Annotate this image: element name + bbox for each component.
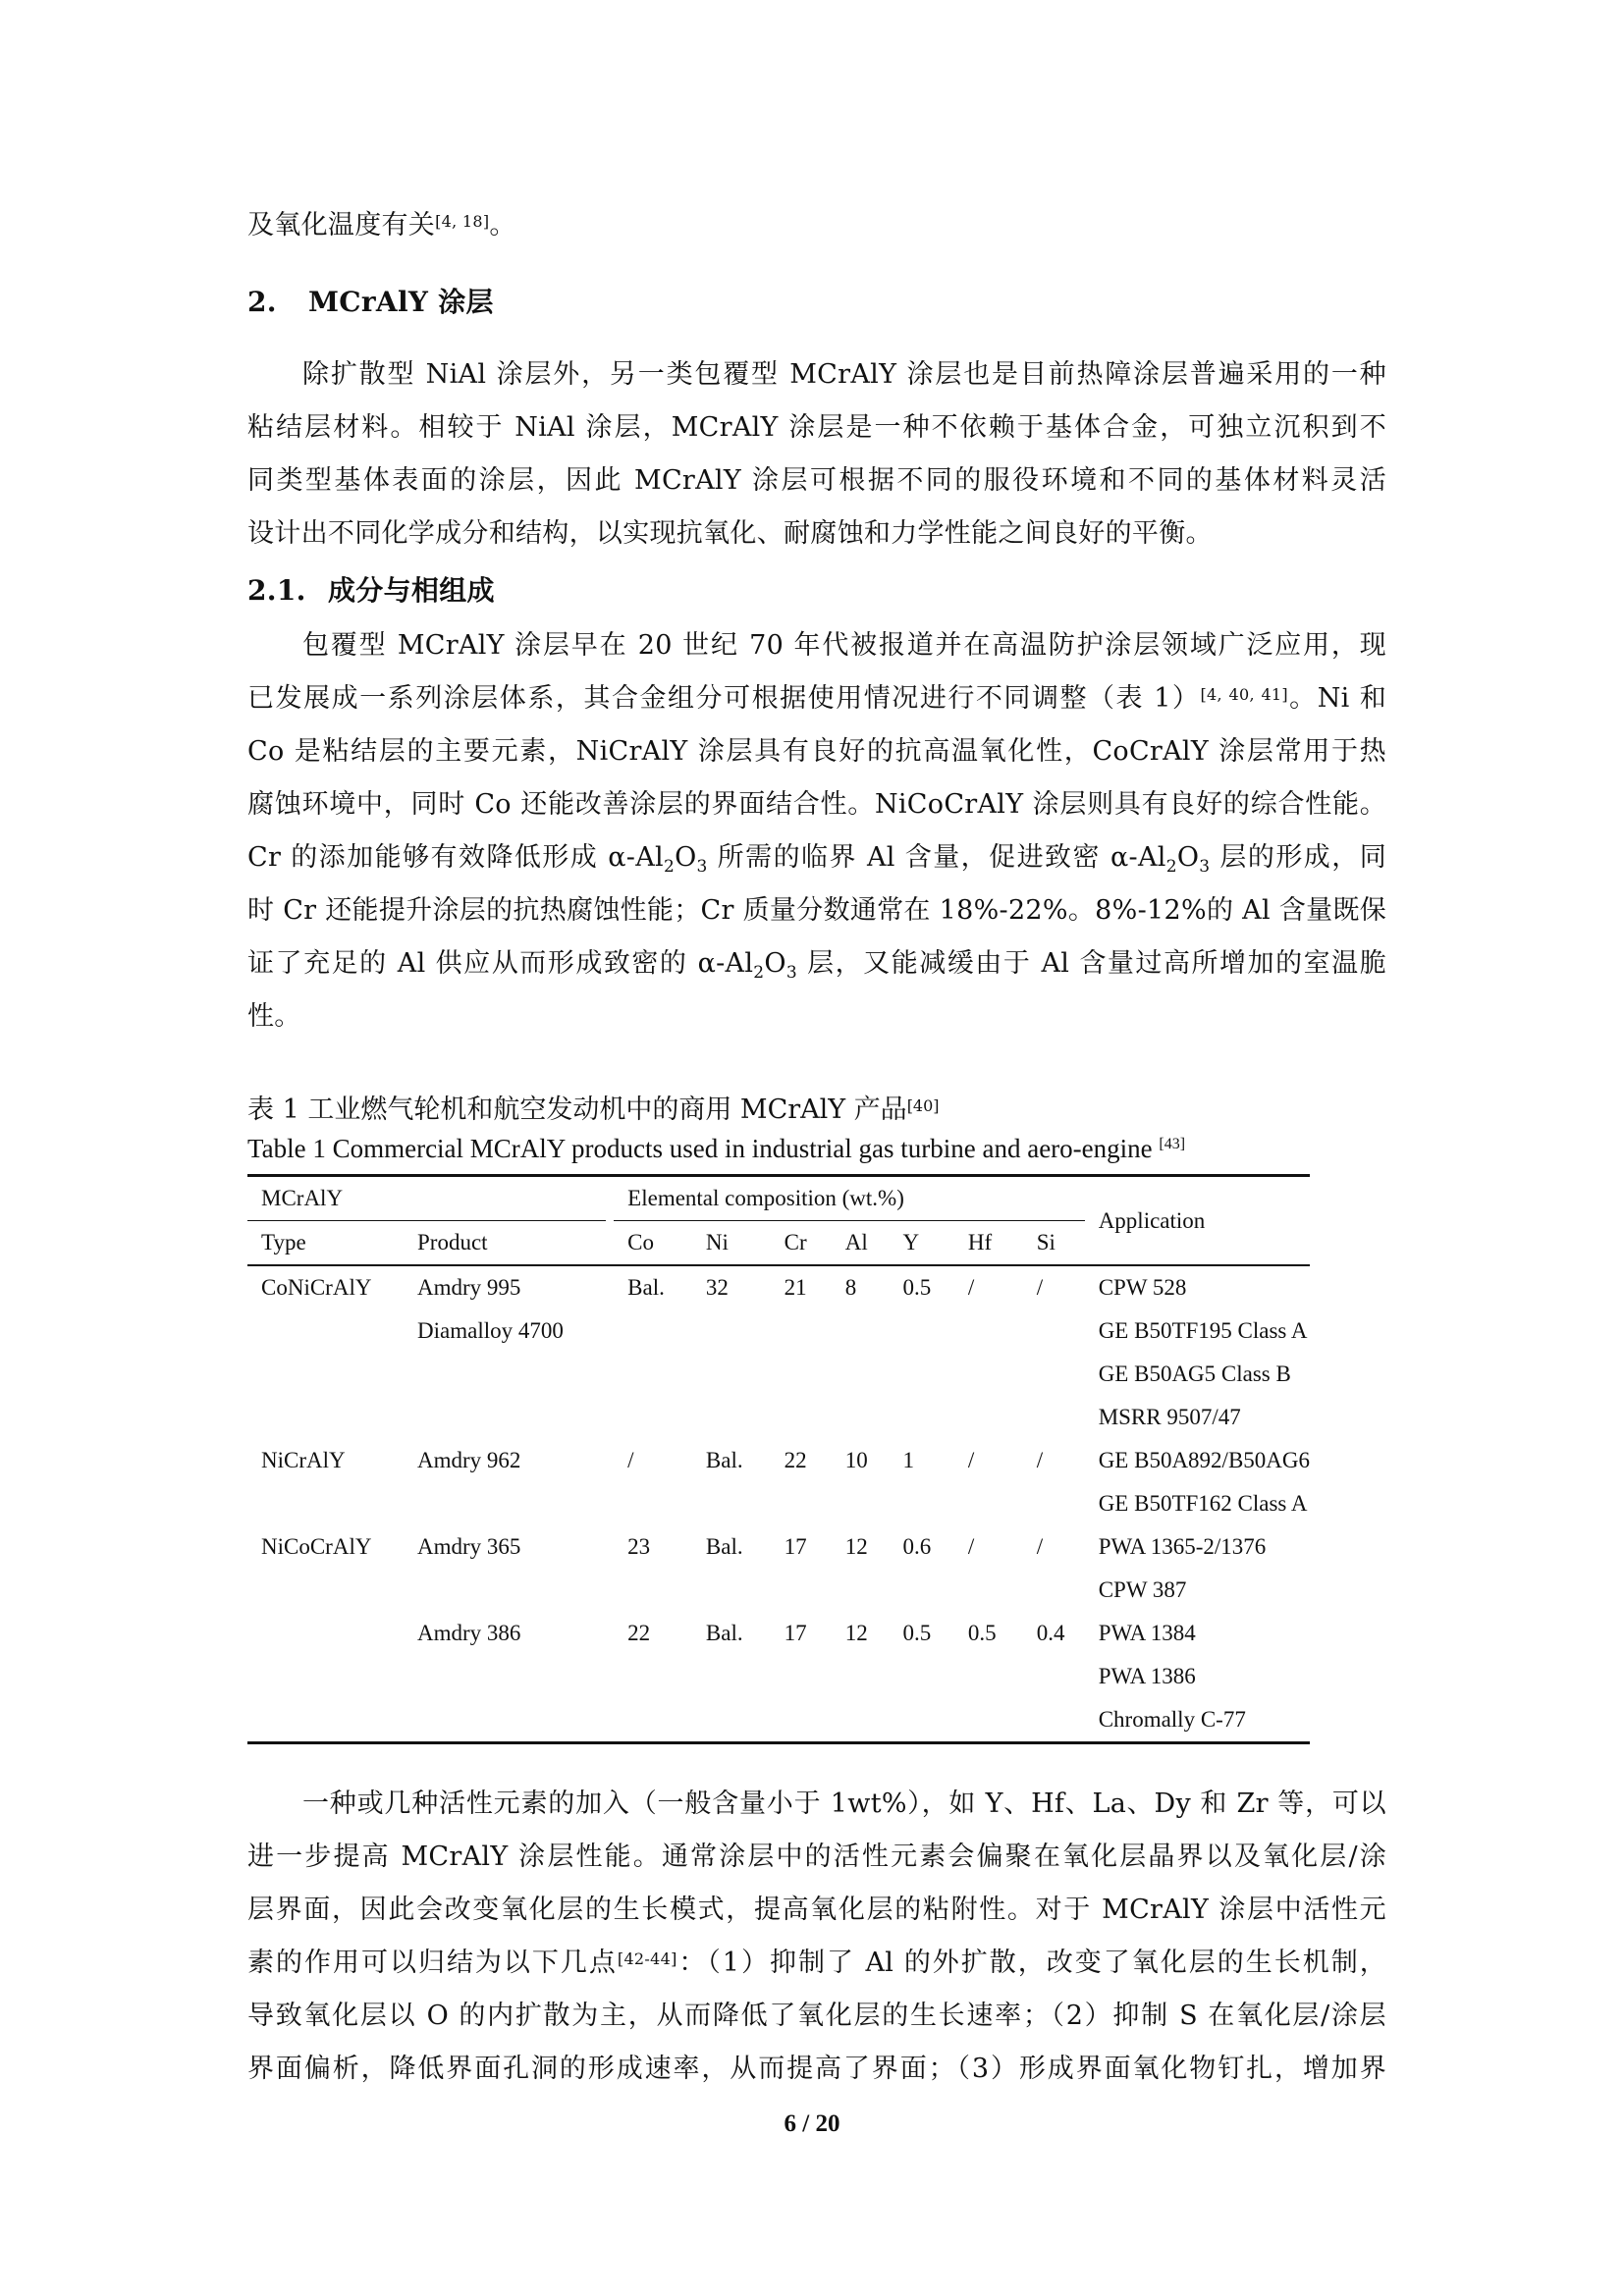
text-span: 证了充足的 Al 供应从而形成致密的 α-Al [247,948,754,979]
table-cell: Bal. [705,1448,743,1472]
text-span: ：（1）抑制了 Al 的外扩散，改变了氧化层的生长机制， [677,1948,1386,1978]
table-cell: Bal. [705,1534,743,1559]
table-cell [889,1353,953,1396]
paragraph-line: 设计出不同化学成分和结构，以实现抗氧化、耐腐蚀和力学性能之间良好的平衡。 [247,518,1213,549]
table-cell [1023,1482,1085,1525]
table-spacer [606,1698,615,1743]
table-cell: / [967,1534,975,1559]
paragraph-line [247,681,1386,717]
table-row [247,1396,1310,1439]
table-header-cell: Y [889,1221,953,1266]
table-cell [832,1698,890,1743]
table-caption-en [247,1132,1185,1165]
table-header-cell: Al [832,1221,890,1266]
paragraph-line: 一种或几种活性元素的加入（一般含量小于 1wt%），如 Y、Hf、La、Dy 和 Zr 等，可以 [302,1789,1386,1819]
table-body [247,1265,1310,1743]
table-cell [954,1396,1023,1439]
table-cell: PWA 1386 [1098,1664,1196,1688]
table-cell [692,1655,771,1698]
table-cell [889,1396,953,1439]
table-cell [1023,1655,1085,1698]
table-cell: / [1036,1275,1044,1300]
table-cell [614,1698,692,1743]
table-cell: / [967,1448,975,1472]
table-cell [954,1569,1023,1612]
table-cell [692,1309,771,1353]
table-header-cell: Type [247,1221,404,1266]
subscript: 3 [785,963,797,983]
table-cell [692,1482,771,1525]
table-row [247,1309,1310,1353]
table-cell: PWA 1384 [1098,1621,1196,1645]
text-span: Table 1 Commercial MCrAlY products used in industrial gas turbine and aero-engine [247,1134,1160,1163]
table-cell [1023,1309,1085,1353]
table-cell [889,1309,953,1353]
table-row [247,1655,1310,1698]
paragraph-line: 同类型基体表面的涂层，因此 MCrAlY 涂层可根据不同的服役环境和不同的基体材料灵活 [247,465,1386,496]
table-header-cell: Product [404,1221,605,1266]
table-cell: 22 [784,1448,807,1472]
table-cell: GE B50AG5 Class B [1098,1362,1291,1386]
products-table [247,1174,1310,1744]
table-cell [247,1396,404,1439]
section-title: 成分与相组成 [328,574,495,607]
table-cell [771,1353,832,1396]
table-cell [404,1655,605,1698]
table-cell: 0.6 [902,1534,932,1559]
table-row [247,1439,1310,1482]
table-cell: Amdry 386 [417,1621,521,1645]
subsection-heading [247,573,495,609]
table-header-cell: Hf [954,1221,1023,1266]
text-span: 。Ni 和 [1287,683,1386,714]
table-cell: 0.5 [902,1621,932,1645]
table-cell [247,1698,404,1743]
table-spacer [606,1396,615,1439]
citation: [42-44] [617,1949,677,1968]
text-span: Cr 的添加能够有效降低形成 α-Al [247,842,664,873]
paragraph-line: 腐蚀环境中，同时 Co 还能改善涂层的界面结合性。NiCoCrAlY 涂层则具有良好的综合性能。 [247,789,1386,820]
table-cell [247,1612,404,1655]
table-cell: 12 [844,1621,868,1645]
citation: [4, 40, 41] [1200,685,1288,704]
table-cell [614,1396,692,1439]
text-span: 素的作用可以归结为以下几点 [247,1948,618,1978]
table-cell: Bal. [627,1275,665,1300]
table-cell: MSRR 9507/47 [1098,1405,1241,1429]
citation: [40] [906,1096,940,1115]
table-cell [404,1353,605,1396]
table-cell [954,1353,1023,1396]
table-row [247,1612,1310,1655]
table-header-cell: Ni [692,1221,771,1266]
table-cell [771,1655,832,1698]
subscript: 3 [1199,857,1211,877]
paragraph-line: 层界面，因此会改变氧化层的生长模式，提高氧化层的粘附性。对于 MCrAlY 涂层中活性元 [247,1895,1386,1925]
table-cell [954,1309,1023,1353]
table-cell [954,1655,1023,1698]
table-cell [247,1309,404,1353]
text-span: 及氧化温度有关 [247,210,436,240]
table-cell [832,1655,890,1698]
table-cell: 17 [784,1621,807,1645]
table-cell: GE B50TF195 Class A [1098,1318,1308,1343]
table-cell: CoNiCrAlY [261,1275,372,1300]
table-cell [247,1353,404,1396]
section-heading [247,285,494,320]
table-header-cell: Cr [771,1221,832,1266]
text-span: O [1176,842,1200,873]
table-cell [771,1309,832,1353]
table-cell: 21 [784,1275,807,1300]
table-cell: CPW 528 [1098,1275,1187,1300]
table-cell [954,1482,1023,1525]
table-cell [889,1482,953,1525]
table-header-cell: MCrAlY [247,1176,606,1221]
table-cell [692,1396,771,1439]
table-cell: 0.4 [1036,1621,1065,1645]
text-span: 所需的临界 Al 含量，促进致密 α-Al [707,842,1166,873]
table-cell [692,1353,771,1396]
table-cell: 17 [784,1534,807,1559]
section-title: MCrAlY 涂层 [308,286,494,318]
table-cell: Amdry 962 [417,1448,521,1472]
table-cell: 23 [627,1534,651,1559]
paragraph-line: Co 是粘结层的主要元素，NiCrAlY 涂层具有良好的抗高温氧化性，CoCrAlY 涂层常用于热 [247,736,1386,767]
table-cell [1023,1569,1085,1612]
table-cell: / [1036,1534,1044,1559]
paragraph-line: 界面偏析，降低界面孔洞的形成速率，从而提高了界面；（3）形成界面氧化物钉扎，增加界 [247,2054,1386,2084]
table-cell: NiCrAlY [261,1448,346,1472]
table-cell: Amdry 995 [417,1275,521,1300]
table-cell: PWA 1365-2/1376 [1098,1534,1267,1559]
table-cell: 0.5 [902,1275,932,1300]
table-cell: Bal. [705,1621,743,1645]
table-row [247,1482,1310,1525]
paragraph-line: 除扩散型 NiAl 涂层外，另一类包覆型 MCrAlY 涂层也是目前热障涂层普遍采用的一种 [302,359,1386,390]
table-cell [247,1569,404,1612]
table-cell [692,1698,771,1743]
paragraph-line: 导致氧化层以 O 的内扩散为主，从而降低了氧化层的生长速率；（2）抑制 S 在氧化层/涂层 [247,2001,1386,2031]
table-spacer [606,1176,615,1221]
table-cell [889,1698,953,1743]
table-cell: 12 [844,1534,868,1559]
table-cell: 0.5 [967,1621,997,1645]
table-row [247,1525,1310,1569]
table-cell [692,1569,771,1612]
table-row [247,1265,1310,1309]
subscript: 2 [1165,857,1177,877]
table-cell [832,1482,890,1525]
table-cell [832,1569,890,1612]
table-cell [404,1698,605,1743]
paragraph-line: 时 Cr 还能提升涂层的抗热腐蚀性能；Cr 质量分数通常在 18%-22%。8%-12%的 Al 含量既保 [247,895,1386,926]
paragraph-line [247,946,1386,985]
table-cell [614,1569,692,1612]
paragraph-line: 粘结层材料。相较于 NiAl 涂层，MCrAlY 涂层是一种不依赖于基体合金，可独立沉积到不 [247,412,1386,443]
subscript: 3 [696,857,708,877]
table-cell [889,1655,953,1698]
table-spacer [606,1265,615,1309]
text-span: 已发展成一系列涂层体系，其合金组分可根据使用情况进行不同调整（表 1） [247,683,1201,714]
table-row [247,1353,1310,1396]
subscript: 2 [663,857,676,877]
citation: [43] [1159,1136,1186,1152]
text-span: 表 1 工业燃气轮机和航空发动机中的商用 MCrAlY 产品 [247,1095,907,1125]
table-spacer [606,1221,615,1266]
table-cell [771,1482,832,1525]
table-spacer [606,1439,615,1482]
paragraph-line [247,1946,1386,1981]
table-cell [771,1396,832,1439]
table-cell: NiCoCrAlY [261,1534,372,1559]
table-spacer [606,1482,615,1525]
text-span: O [675,842,697,873]
table-cell [404,1569,605,1612]
table-cell: CPW 387 [1098,1577,1187,1602]
table-cell: 32 [705,1275,729,1300]
page-number: 6 / 20 [784,2110,840,2137]
table-cell [614,1655,692,1698]
table-header-cell: Co [614,1221,692,1266]
table-spacer [606,1655,615,1698]
table-cell [771,1569,832,1612]
table-cell [404,1482,605,1525]
citation: [4, 18] [435,212,490,231]
table-cell: 8 [844,1275,857,1300]
paragraph-line: 进一步提高 MCrAlY 涂层性能。通常涂层中的活性元素会偏聚在氧化层晶界以及氧化层/涂 [247,1842,1386,1872]
table-cell [247,1655,404,1698]
table-cell: / [1036,1448,1044,1472]
table-cell: / [967,1275,975,1300]
text-span: 。 [489,210,516,240]
table-cell: Diamalloy 4700 [417,1318,564,1343]
table-header-row [247,1176,1310,1221]
table-cell [404,1396,605,1439]
text-span: 层，又能减缓由于 Al 含量过高所增加的室温脆 [796,948,1386,979]
table-cell [614,1482,692,1525]
table-cell: GE B50TF162 Class A [1098,1491,1308,1516]
table-cell [889,1569,953,1612]
paragraph-line [247,840,1386,879]
section-number: 2. [247,286,277,318]
table-cell: 1 [902,1448,914,1472]
table-header-cell: Si [1023,1221,1085,1266]
text-span: 层的形成，同 [1210,842,1386,873]
table-cell [614,1353,692,1396]
table-cell: 10 [844,1448,868,1472]
table-spacer [606,1309,615,1353]
table-cell: GE B50A892/B50AG6 [1098,1448,1310,1472]
table-header-cell: Elemental composition (wt.%) [614,1176,1085,1221]
text-span: O [764,948,786,979]
table-cell [832,1396,890,1439]
table-cell: / [627,1448,634,1472]
table-cell: 22 [627,1621,651,1645]
table-cell: Chromally C-77 [1085,1698,1310,1743]
table-spacer [606,1569,615,1612]
table-cell [1023,1698,1085,1743]
table-row [247,1698,1310,1743]
section-number: 2.1. [247,574,306,607]
table-cell [954,1698,1023,1743]
table-header-cell: Application [1085,1176,1310,1266]
table-spacer [606,1353,615,1396]
table-cell [1023,1396,1085,1439]
table-cell [247,1482,404,1525]
table-spacer [606,1612,615,1655]
paragraph-line: 包覆型 MCrAlY 涂层早在 20 世纪 70 年代被报道并在高温防护涂层领域广泛应用，现 [302,630,1386,661]
paragraph-line [247,208,516,243]
table-row [247,1569,1310,1612]
table-cell [832,1353,890,1396]
table-caption-cn [247,1094,940,1127]
table-cell [1023,1353,1085,1396]
table-spacer [606,1525,615,1569]
paragraph-line: 性。 [247,1001,301,1032]
table-cell [832,1309,890,1353]
table-cell [771,1698,832,1743]
table-cell [614,1309,692,1353]
table-cell: Amdry 365 [417,1534,521,1559]
subscript: 2 [753,963,765,983]
